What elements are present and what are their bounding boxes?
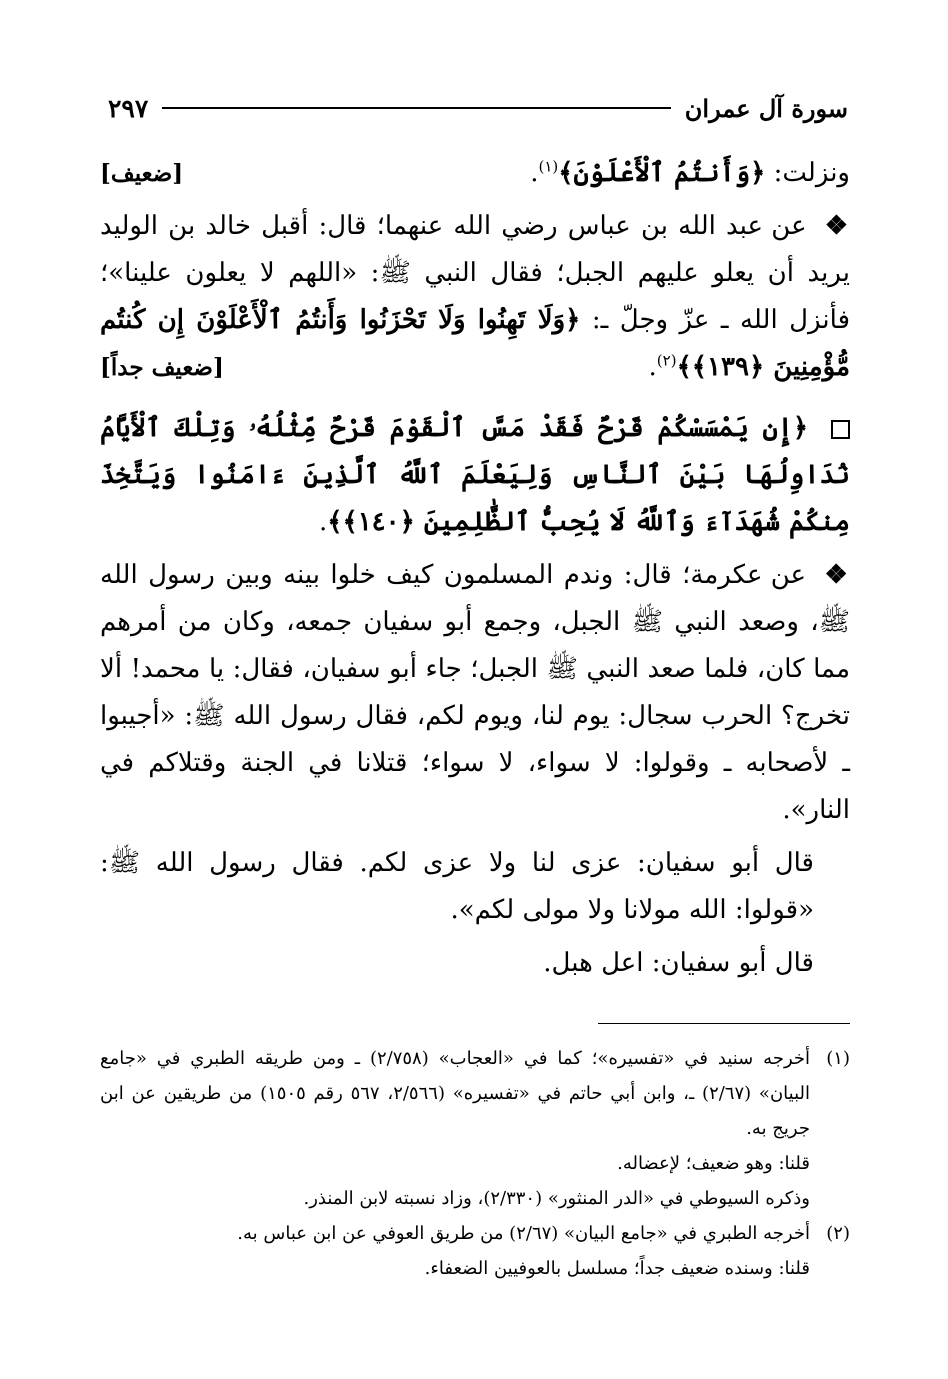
paragraph-tail: . [318, 507, 328, 537]
main-text [100, 150, 850, 987]
paragraph-revelation [100, 150, 850, 197]
footnote-line: أخرجه سنيد في «تفسيره»؛ كما في «العجاب» (٢/٧٥٨) ـ ومن طريقه الطبري في «جامع البيان» (٢/٦٧) ـ، وابن أبي حاتم في «تفسيره» (٢/٥٦٦، ٥٦٧ رقم ١٥٠٥) من طريقين عن ابن جريج به. [100, 1048, 811, 1139]
footnote-line: وذكره السيوطي في «الدر المنثور» (٢/٣٣٠)، وزاد نسبته لابن المنذر. [303, 1188, 810, 1209]
quran-verse: ﴿إِن يَمْسَسْكُمْ قَرْحٌ فَقَدْ مَسَّ ٱلْقَوْمَ قَرْحٌ مِّثْلُهُۥ وَتِلْكَ ٱلْأَيَّامُ نُدَاوِلُهَا بَيْنَ ٱلنَّاسِ وَلِيَعْلَمَ ٱللَّهُ ٱلَّذِينَ ءَامَنُوا وَيَتَّخِذَ مِنكُمْ شُهَدَآءَ وَٱللَّهُ لَا يُحِبُّ ٱلظَّٰلِمِينَ ﴿١٤٠﴾﴾ [100, 413, 850, 537]
footnote [100, 1216, 850, 1286]
footnote-line: أخرجه الطبري في «جامع البيان» (٢/٦٧) من طريق العوفي عن ابن عباس به. [237, 1223, 810, 1244]
footnote-line: قلنا: وسنده ضعيف جداً؛ مسلسل بالعوفيين الضعفاء. [424, 1258, 810, 1279]
footnote-separator [598, 1023, 850, 1024]
paragraph-tail: . [530, 158, 539, 188]
footnote-ref[interactable]: (٢) [656, 351, 677, 370]
quran-verse: ﴿وَلَا تَهِنُوا وَلَا تَحْزَنُوا وَأَنتُمُ ٱلْأَعْلَوْنَ إِن كُنتُم مُّؤْمِنِينَ ﴿١٣٩﴾﴾ [100, 305, 850, 382]
footnote-number: (١) [826, 1048, 850, 1069]
paragraph-verse-140 [100, 405, 850, 546]
narration-text: عن عبد الله بن عباس رضي الله عنهما؛ قال: أقبل خالد بن الوليد يريد أن يعلو عليهم الجبل؛ فقال النبي ﷺ: «اللهم لا يعلون علينا»؛ فأنزل الله ـ عزّ وجلّ ـ: [100, 211, 850, 335]
grade-label: [ضعيف جداً] [100, 354, 224, 381]
paragraph-tail: . [648, 352, 657, 382]
ornament-marker: ❖ [824, 560, 851, 590]
footnote-body [100, 1216, 810, 1286]
surah-title: سورة آل عمران [684, 93, 848, 123]
paragraph-abu-sufyan-2 [100, 940, 850, 987]
header-rule [162, 107, 670, 109]
paragraph-lead: ونزلت: [773, 158, 850, 188]
square-bullet-icon [831, 420, 850, 439]
paragraph-abu-sufyan-1 [100, 840, 850, 934]
footnote-line: قلنا: وهو ضعيف؛ لإعضاله. [617, 1153, 810, 1174]
quran-verse: ﴿وَأَنتُمُ ٱلْأَعْلَوْنَ﴾ [558, 158, 766, 188]
page-number: ٢٩٧ [108, 93, 149, 123]
footnote [100, 1041, 850, 1216]
footnote-body [100, 1041, 810, 1216]
footnote-ref[interactable]: (١) [538, 157, 559, 176]
paragraph-ikrimah [100, 552, 850, 834]
narration-text: قال أبو سفيان: اعل هبل. [543, 948, 814, 978]
narration-text: قال أبو سفيان: عزى لنا ولا عزى لكم. فقال رسول الله ﷺ: «قولوا: الله مولانا ولا مولى لكم». [100, 848, 814, 925]
paragraph-ibn-abbas [100, 203, 850, 391]
running-header [108, 88, 848, 128]
narration-text: عن عكرمة؛ قال: وندم المسلمون كيف خلوا بينه وبين رسول الله ﷺ، وصعد النبي ﷺ الجبل، وجمع أبو سفيان جمعه، وكان من أمرهم مما كان، فلما صعد النبي ﷺ الجبل؛ جاء أبو سفيان، فقال: يا محمد! ألا تخرج؟ الحرب سجال: يوم لنا، ويوم لكم، فقال رسول الله ﷺ: «أجيبوا ـ لأصحابه ـ وقولوا: لا سواء، لا سواء؛ قتلانا في الجنة وقتلاكم في النار». [100, 560, 850, 825]
footnotes [100, 1041, 850, 1286]
footnote-number: (٢) [826, 1223, 850, 1244]
grade-label: [ضعيف] [100, 160, 184, 187]
ornament-marker: ❖ [824, 211, 851, 241]
